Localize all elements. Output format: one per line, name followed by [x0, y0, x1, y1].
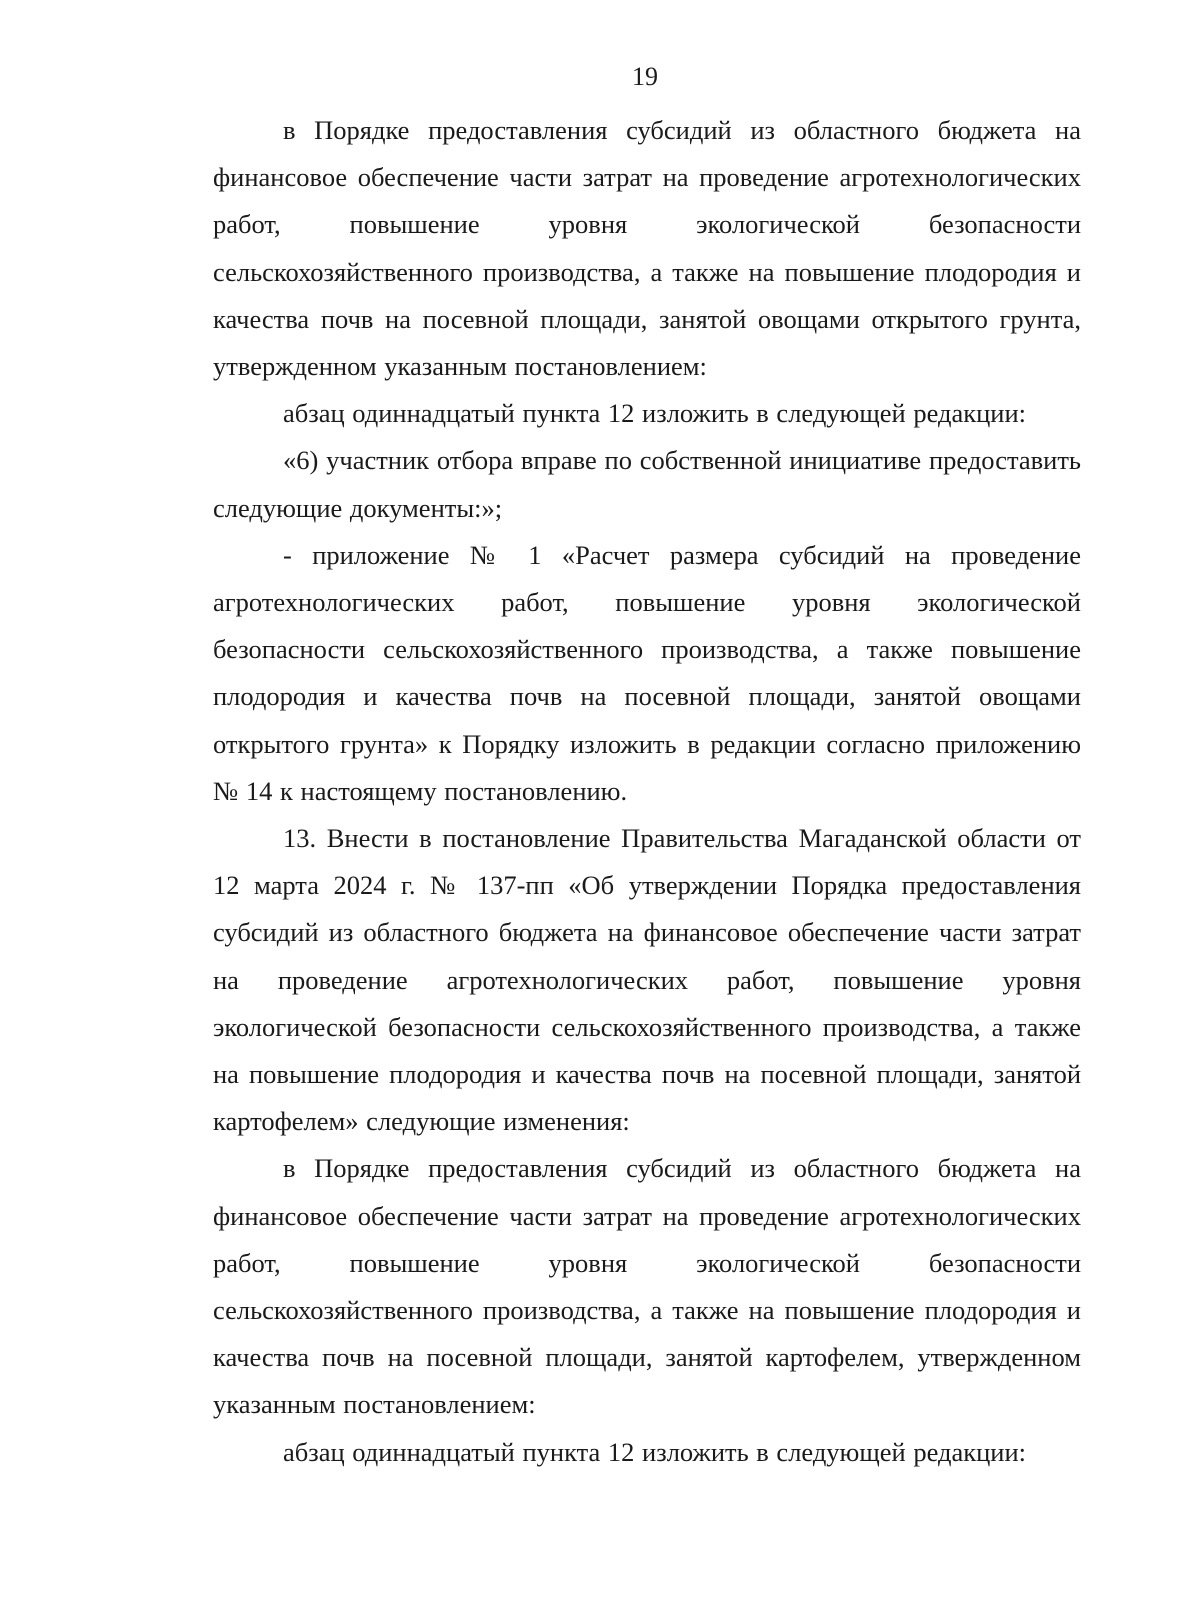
- paragraph-appendix-1: - приложение № 1 «Расчет размера субсидий на проведение агротехнологических работ, повышение уровня экологической безопасности сельскохозяйственного производства, а также повышение плодородия и качества почв на посевной площади, занятой овощами открытого грунта» к Порядку изложить в редакции согласно приложению № 14 к настоящему постановлению.: [213, 539, 1081, 806]
- paragraph-order-potatoes: в Порядке предоставления субсидий из областного бюджета на финансовое обеспечение части затрат на проведение агротехнологических работ, повышение уровня экологической безопасности сельскохозяйственного производства, а также на повышение плодородия и качества почв на посевной площади, занятой картофелем, утвержденном указанным постановлением:: [213, 1153, 1081, 1420]
- document-body: [213, 107, 1081, 1476]
- paragraph-item-6: «6) участник отбора вправе по собственной инициативе предоставить следующие документы:»;: [213, 445, 1081, 523]
- page-number: 19: [632, 62, 658, 91]
- paragraph-order-vegetables: в Порядке предоставления субсидий из областного бюджета на финансовое обеспечение части затрат на проведение агротехнологических работ, повышение уровня экологической безопасности сельскохозяйственного производства, а также на повышение плодородия и качества почв на посевной площади, занятой овощами открытого грунта, утвержденном указанным постановлением:: [213, 115, 1081, 382]
- paragraph-point-13: 13. Внести в постановление Правительства Магаданской области от 12 марта 2024 г. № 137-пп «Об утверждении Порядка предоставления субсидий из областного бюджета на финансовое обеспечение части затрат на проведение агротехнологических работ, повышение уровня экологической безопасности сельскохозяйственного производства, а также на повышение плодородия и качества почв на посевной площади, занятой картофелем» следующие изменения:: [213, 823, 1081, 1137]
- paragraph-clause-12-vegetables: абзац одиннадцатый пункта 12 изложить в следующей редакции:: [283, 398, 1027, 429]
- paragraph-clause-12-potatoes: абзац одиннадцатый пункта 12 изложить в следующей редакции:: [283, 1436, 1027, 1467]
